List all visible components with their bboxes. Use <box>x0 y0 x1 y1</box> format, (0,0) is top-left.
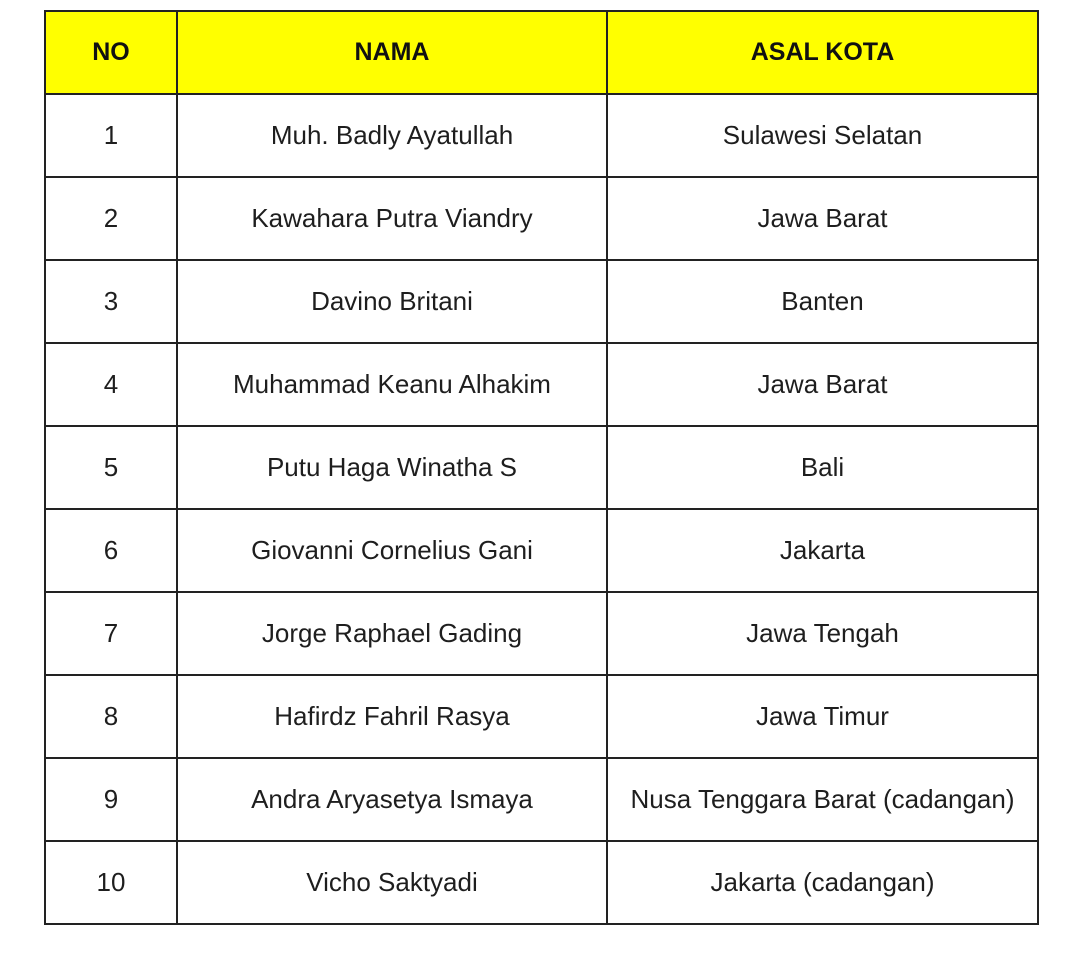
cell-nama: Kawahara Putra Viandry <box>177 177 607 260</box>
cell-no: 8 <box>45 675 177 758</box>
table-row <box>45 841 1038 924</box>
table-row <box>45 509 1038 592</box>
header-nama: NAMA <box>177 11 607 94</box>
player-table-container <box>44 10 1037 925</box>
table-row <box>45 94 1038 177</box>
cell-nama: Muhammad Keanu Alhakim <box>177 343 607 426</box>
table-row <box>45 177 1038 260</box>
cell-asal-kota: Jawa Tengah <box>607 592 1038 675</box>
cell-no: 5 <box>45 426 177 509</box>
cell-asal-kota: Jakarta <box>607 509 1038 592</box>
cell-no: 2 <box>45 177 177 260</box>
cell-no: 7 <box>45 592 177 675</box>
cell-no: 6 <box>45 509 177 592</box>
cell-no: 4 <box>45 343 177 426</box>
cell-asal-kota: Jawa Barat <box>607 343 1038 426</box>
cell-nama: Davino Britani <box>177 260 607 343</box>
header-no: NO <box>45 11 177 94</box>
cell-asal-kota: Sulawesi Selatan <box>607 94 1038 177</box>
cell-asal-kota: Jakarta (cadangan) <box>607 841 1038 924</box>
cell-asal-kota: Jawa Barat <box>607 177 1038 260</box>
cell-nama: Andra Aryasetya Ismaya <box>177 758 607 841</box>
player-table <box>44 10 1039 925</box>
cell-nama: Putu Haga Winatha S <box>177 426 607 509</box>
cell-nama: Muh. Badly Ayatullah <box>177 94 607 177</box>
cell-no: 1 <box>45 94 177 177</box>
table-row <box>45 426 1038 509</box>
cell-asal-kota: Jawa Timur <box>607 675 1038 758</box>
cell-asal-kota: Bali <box>607 426 1038 509</box>
table-row <box>45 260 1038 343</box>
cell-nama: Jorge Raphael Gading <box>177 592 607 675</box>
cell-no: 9 <box>45 758 177 841</box>
header-asal-kota: ASAL KOTA <box>607 11 1038 94</box>
table-row <box>45 758 1038 841</box>
table-header-row <box>45 11 1038 94</box>
cell-nama: Vicho Saktyadi <box>177 841 607 924</box>
cell-nama: Giovanni Cornelius Gani <box>177 509 607 592</box>
table-row <box>45 592 1038 675</box>
cell-asal-kota: Nusa Tenggara Barat (cadangan) <box>607 758 1038 841</box>
cell-no: 10 <box>45 841 177 924</box>
cell-nama: Hafirdz Fahril Rasya <box>177 675 607 758</box>
cell-asal-kota: Banten <box>607 260 1038 343</box>
cell-no: 3 <box>45 260 177 343</box>
table-row <box>45 675 1038 758</box>
table-row <box>45 343 1038 426</box>
